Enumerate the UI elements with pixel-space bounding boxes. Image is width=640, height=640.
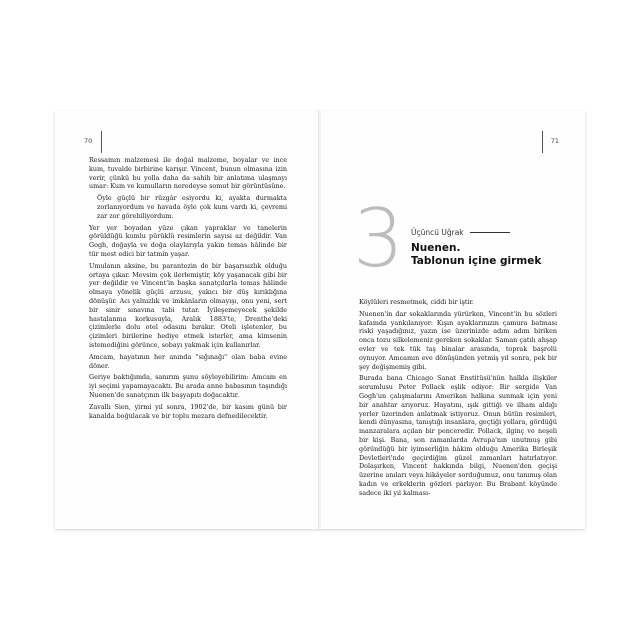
- paragraph: Yer yer boyadan yüze çıkan yapraklar ve tanelerin görüldüğü kumlu pürüklü resimlerin sayısı az değildir. Van Gogh, doğayla ve doğa olaylarıyla yakın temas hâlinde bir tür mest edici bir tatmin yaşar.: [89, 223, 287, 258]
- paragraph: Umulanın aksine, bu parantezin de bir başarısızlık olduğu ortaya çıkar. Mevsim çok ilerlemiştir, köy yaşanacak gibi bir yer değildir ve Vincent'in başka sanatçılarla temas hâlinde olmaya yönelik güçlü arzusu, yakıcı bir düş kırıklığına dönüşür. Acı yalnızlık ve imkânların olmayışı, onu yeni, sert bir sinir sınavına tabi tutar. İyileşemeyecek şekilde hastalanma korkusuyla, Aralık 1883'te, Drenthe'deki çizimlerle dolu otel odasını bırakır. Oteli işletenler, bu çizimleri birilerine hediye etmek isterler, ama kimsenin istemediğini görünce, sobayı yakmak için kullanırlar.: [89, 261, 287, 349]
- book-spread: [55, 111, 585, 529]
- chapter-label-rule: [470, 232, 510, 233]
- left-page: [55, 111, 319, 529]
- paragraph: Nuenen'in dar sokaklarında yürürken, Vincent'in bu sözleri kafamda yankılanıyor: Kışın ayaklarınızın çamura batması riski yaşadığınız, yazın ise üzerinizde adım adım biriken onca tozu silkelemeniz gereken sokaklar. Saman çatılı ahşap evler ve tek tük taş binalar arasında, toprak başrolü oynuyor. Amcamın eve dönüşünden yetmiş yıl sonra, pek bir şey değişmemiş gibi.: [359, 309, 557, 371]
- chapter-title-line-1: Nuenen.: [411, 242, 461, 254]
- paragraph: Amcam, hayatının her anında "sığınağı" olan baba evine döner.: [89, 352, 287, 370]
- chapter-label: Üçüncü Uğrak: [411, 228, 464, 237]
- paragraph: Ressamın malzemesi ile doğal malzeme, boyalar ve ince kum, tuvalde birbirine karışır. Vincent, bunun olmasına izin verir, çünkü bu yolla daha da sahih bir anlatıma ulaşmayı umar: Kum ve kumulların neredeyse somut bir görüntüsüne.: [89, 156, 287, 191]
- paragraph: Burada bana Chicago Sanat Enstitüsü'nün halkla ilişkiler sorumlusu Peter Pollack eşlik ediyor: Bir sergide Van Gogh'un çalışmalarını Amerikan halkına sunmak için yeni bir anahtar arıyoruz. Hayatını, ışık gittiği ve ilham aldığı yerler üzerinden anlatmak istiyoruz. Onun bütün resimleri, kendi dünyasına, tanıştığı insanlara, geçtiği yollara, gördüğü manzaralara açılan bir penceredir. Pollack, ilginç ve neşeli bir kişi. Bana, son zamanlarda Avrupa'nın unutmuş gibi göründüğü bir iyimserliğin hâkim olduğu Amerika Birleşik Devletleri'nde geçirdiğim güzel zamanları hatırlatıyor. Dolaşırken, Vincent hakkında bilgi, Nuenen'den geçişi üzerine anıları veya hikâyeler sorduğumuz, onu tanımış olan kadın ve erkeklerin gözleri parlıyor. Bu Brabant köyünde sadece iki yıl kalması-: [359, 374, 557, 497]
- left-page-body: [89, 156, 287, 423]
- page-number-left: 70: [84, 137, 93, 145]
- paragraph: Zavallı Sien, yirmi yıl sonra, 1902'de, bir kasım günü bir kanalda boğulacak ve bir toplu mezara defnedilecektir.: [89, 402, 287, 420]
- right-page-body: [359, 298, 557, 501]
- chapter-number: 3: [353, 192, 404, 285]
- quote-paragraph: Öyle güçlü bir rüzgâr esiyordu ki, ayakta durmakta zorlanıyordum ve havada öyle çok kum vardı ki, çevremi zar zor görebiliyordum.: [97, 194, 287, 220]
- page-number-rule-right: [542, 131, 543, 153]
- chapter-title: [411, 242, 541, 268]
- paragraph: Geriye baktığımda, sanırım şunu söyleyebilirim: Amcam en iyi seçimi yapamayacaktı. Bu arada anne babasının taşındığı Nuenen'de sanatçının ilk başyapıtı doğacaktır.: [89, 373, 287, 399]
- chapter-title-line-2: Tablonun içine girmek: [411, 255, 542, 267]
- paragraph: Köylüleri resmetmek, ciddi bir iştir.: [359, 298, 474, 306]
- right-page: [321, 111, 585, 529]
- page-number-right: 71: [550, 137, 559, 145]
- page-number-rule-left: [101, 131, 102, 153]
